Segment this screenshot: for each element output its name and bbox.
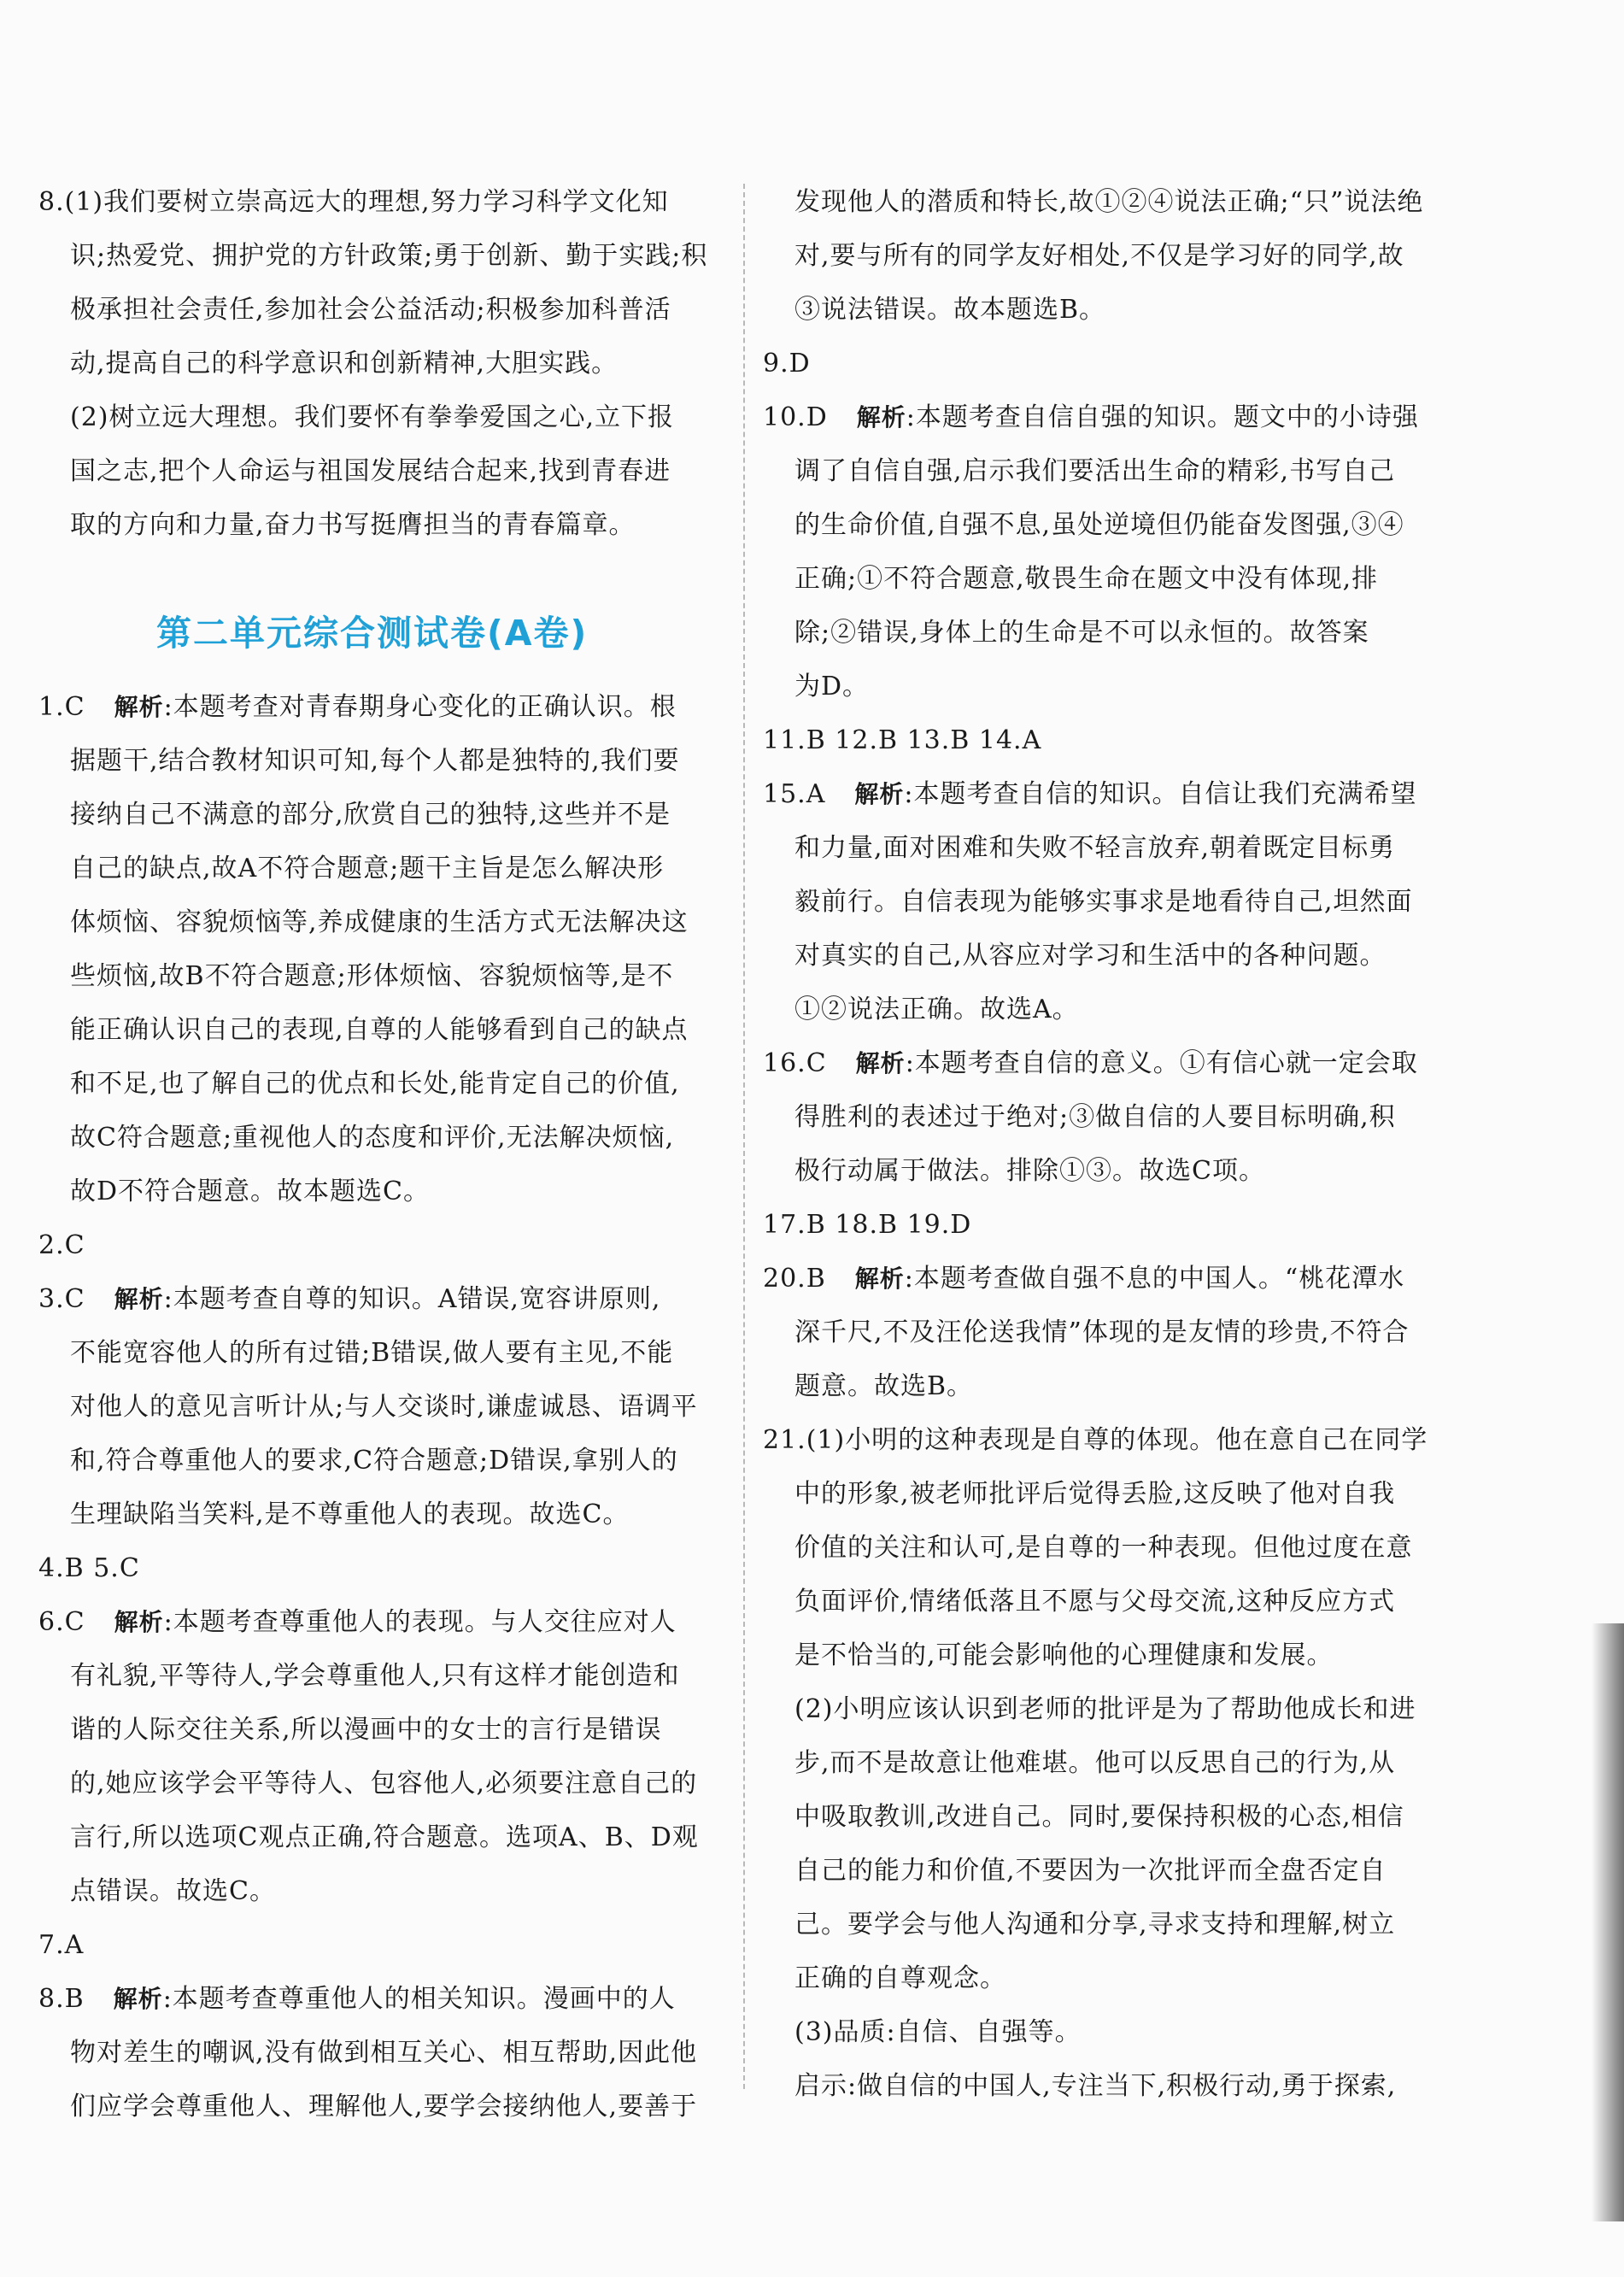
- line-text: 对他人的意见言听计从;与人交谈时,谦虚诚恳、语调平: [70, 1392, 698, 1422]
- line-text: 对,要与所有的同学友好相处,不仅是学习好的同学,故: [794, 241, 1404, 271]
- text-line: [763, 1090, 1463, 1144]
- line-text: 价值的关注和认可,是自尊的一种表现。但他过度在意: [794, 1533, 1413, 1563]
- answer-number: 15.A: [763, 779, 826, 809]
- line-text: 谐的人际交往关系,所以漫画中的女士的言行是错误: [70, 1715, 662, 1745]
- analysis-label: 解析: [856, 403, 906, 431]
- line-text: (1)小明的这种表现是自尊的体现。他在意自己在同学: [806, 1425, 1428, 1455]
- line-text: ③说法错误。故本题选B。: [794, 295, 1106, 325]
- line-text: 故D不符合题意。故本题选C。: [70, 1177, 431, 1206]
- line-text: 得胜利的表述过于绝对;③做自信的人要目标明确,积: [794, 1102, 1396, 1132]
- line-text: (3)品质:自信、自强等。: [794, 2017, 1082, 2047]
- answer-line: [38, 1595, 739, 1649]
- line-text: 据题干,结合教材知识可知,每个人都是独特的,我们要: [70, 746, 680, 776]
- answer-line: [38, 1272, 739, 1326]
- answer-number: 6.C: [38, 1607, 85, 1637]
- text-line: [763, 983, 1463, 1036]
- line-text: :本题考查对青春期身心变化的正确认识。根: [163, 692, 677, 722]
- analysis-label: 解析: [855, 1049, 906, 1077]
- text-line: [763, 1467, 1463, 1521]
- analysis-label: 解析: [114, 693, 164, 721]
- text-line: [38, 734, 739, 788]
- line-text: 中吸取教训,改进自己。同时,要保持积极的心态,相信: [794, 1802, 1404, 1832]
- line-text: 正确的自尊观念。: [794, 1963, 1006, 1993]
- line-text: 些烦恼,故B不符合题意;形体烦恼、容貌烦恼等,是不: [70, 961, 674, 991]
- text-line: [763, 1898, 1463, 1951]
- line-text: :本题考查自信的意义。①有信心就一定会取: [905, 1048, 1418, 1078]
- text-line: [38, 895, 739, 949]
- text-line: [38, 1757, 739, 1810]
- answer-line: [763, 767, 1463, 821]
- answer-line: [38, 680, 739, 734]
- text-line: 识;热爱党、拥护党的方针政策;勇于创新、勤于实践;积: [70, 241, 708, 271]
- text-line: [763, 444, 1463, 498]
- text-line: [38, 1165, 739, 1218]
- text-line: [763, 2005, 1463, 2059]
- text-line: [763, 2059, 1463, 2113]
- text-line: [763, 552, 1463, 606]
- text-line: [38, 788, 739, 842]
- text-line: 取的方向和力量,奋力书写挺膺担当的青春篇章。: [70, 510, 636, 540]
- text-line: 极承担社会责任,参加社会公益活动;积极参加科普活: [70, 295, 671, 325]
- text-line: [38, 1380, 739, 1434]
- text-line: [763, 1521, 1463, 1575]
- line-text: 深千尺,不及汪伦送我情”体现的是友情的珍贵,不符合: [794, 1317, 1410, 1347]
- answers-block: [38, 680, 739, 2133]
- line-text: 极行动属于做法。排除①③。故选C项。: [794, 1156, 1265, 1186]
- answer-number: 11.B 12.B 13.B 14.A: [763, 725, 1042, 755]
- line-text: 中的形象,被老师批评后觉得丢脸,这反映了他对自我: [794, 1479, 1396, 1509]
- line-text: 除;②错误,身体上的生命是不可以永恒的。故答案: [794, 618, 1369, 648]
- answer-number: 20.B: [763, 1264, 826, 1294]
- line-text: 和不足,也了解自己的优点和长处,能肯定自己的价值,: [70, 1069, 680, 1099]
- answer-number: 7.A: [38, 1930, 85, 1960]
- text-line: [763, 1844, 1463, 1898]
- text-line: [763, 1144, 1463, 1198]
- text-line: [763, 1951, 1463, 2005]
- text-line: [763, 660, 1463, 713]
- text-line: [763, 1575, 1463, 1629]
- answer-number: 9.D: [763, 349, 811, 379]
- answer-line: [763, 1252, 1463, 1306]
- answer-number: 1.C: [38, 692, 85, 722]
- text-line: 8.(1)我们要树立崇高远大的理想,努力学习科学文化知: [38, 187, 669, 217]
- answer-line: [763, 1036, 1463, 1090]
- line-text: :本题考查做自强不息的中国人。“桃花潭水: [904, 1264, 1405, 1294]
- line-text: 负面评价,情绪低落且不愿与父母交流,这种反应方式: [794, 1587, 1396, 1617]
- text-line: [38, 1434, 739, 1488]
- answer-line: [763, 713, 1463, 767]
- analysis-label: 解析: [854, 780, 905, 808]
- text-line: [38, 1003, 739, 1057]
- text-line: [38, 842, 739, 895]
- line-text: 和力量,面对困难和失败不轻言放弃,朝着既定目标勇: [794, 833, 1396, 863]
- line-text: 物对差生的嘲讽,没有做到相互关心、相互帮助,因此他: [70, 2038, 698, 2068]
- text-line: [38, 1810, 739, 1864]
- line-text: 点错误。故选C。: [70, 1876, 276, 1906]
- text-line: [763, 283, 1463, 337]
- line-text: 启示:做自信的中国人,专注当下,积极行动,勇于探索,: [794, 2071, 1397, 2101]
- line-text: 自己的能力和价值,不要因为一次批评而全盘否定自: [794, 1856, 1387, 1886]
- answer-number: 2.C: [38, 1230, 85, 1260]
- text-line: [38, 1057, 739, 1111]
- answer-number: 16.C: [763, 1048, 827, 1078]
- text-line: [763, 175, 1463, 229]
- line-text: 己。要学会与他人沟通和分享,寻求支持和理解,树立: [794, 1910, 1396, 1940]
- line-text: 步,而不是故意让他难堪。他可以反思自己的行为,从: [794, 1748, 1396, 1778]
- text-line: 动,提高自己的科学意识和创新精神,大胆实践。: [70, 349, 619, 379]
- text-line: [38, 2026, 739, 2080]
- left-column: [38, 175, 739, 2133]
- line-text: :本题考查自信自强的知识。题文中的小诗强: [906, 402, 1419, 432]
- text-line: [763, 1306, 1463, 1359]
- line-text: :本题考查尊重他人的相关知识。漫画中的人: [162, 1984, 676, 2014]
- answer-number: 3.C: [38, 1284, 85, 1314]
- text-line: [38, 1649, 739, 1703]
- line-text: 接纳自己不满意的部分,欣赏自己的独特,这些并不是: [70, 800, 671, 830]
- text-line: [763, 606, 1463, 660]
- line-text: 为D。: [794, 672, 870, 701]
- answer-line: [763, 1413, 1463, 1467]
- right-column: [763, 175, 1463, 2113]
- answer-number: 8.B: [38, 1984, 85, 2014]
- text-line: [38, 1488, 739, 1541]
- line-text: 发现他人的潜质和特长,故①②④说法正确;“只”说法绝: [794, 187, 1424, 217]
- text-line: 国之志,把个人命运与祖国发展结合起来,找到青春进: [70, 456, 671, 486]
- line-text: 言行,所以选项C观点正确,符合题意。选项A、B、D观: [70, 1822, 699, 1852]
- line-text: 故C符合题意;重视他人的态度和评价,无法解决烦恼,: [70, 1123, 675, 1153]
- line-text: 的生命价值,自强不息,虽处逆境但仍能奋发图强,③④: [794, 510, 1404, 540]
- text-line: [763, 1629, 1463, 1682]
- text-line: [763, 1682, 1463, 1736]
- text-line: [38, 1111, 739, 1165]
- text-line: [763, 929, 1463, 983]
- text-line: [763, 821, 1463, 875]
- text-line: [763, 1790, 1463, 1844]
- line-text: 和,符合尊重他人的要求,C符合题意;D错误,拿别人的: [70, 1446, 678, 1476]
- line-text: (2)小明应该认识到老师的批评是为了帮助他成长和进: [794, 1694, 1416, 1724]
- answer-line: [38, 1918, 739, 1972]
- text-line: [763, 875, 1463, 929]
- text-line: [38, 1703, 739, 1757]
- line-text: 正确;①不符合题意,敬畏生命在题文中没有体现,排: [794, 564, 1379, 594]
- answer-number: 4.B 5.C: [38, 1553, 140, 1583]
- line-text: 有礼貌,平等待人,学会尊重他人,只有这样才能创造和: [70, 1661, 680, 1691]
- line-text: 不能宽容他人的所有过错;B错误,做人要有主见,不能: [70, 1338, 674, 1368]
- analysis-label: 解析: [854, 1265, 905, 1293]
- line-text: 们应学会尊重他人、理解他人,要学会接纳他人,要善于: [70, 2092, 698, 2121]
- line-text: :本题考查尊重他人的表现。与人交往应对人: [163, 1607, 677, 1637]
- answer-line: [763, 390, 1463, 444]
- line-text: 对真实的自己,从容应对学习和生活中的各种问题。: [794, 941, 1387, 971]
- text-line: [38, 2080, 739, 2133]
- line-text: 的,她应该学会平等待人、包容他人,必须要注意自己的: [70, 1769, 698, 1799]
- line-text: 生理缺陷当笑料,是不尊重他人的表现。故选C。: [70, 1499, 630, 1529]
- line-text: 毅前行。自信表现为能够实事求是地看待自己,坦然面: [794, 887, 1413, 917]
- line-text: :本题考查自尊的知识。A错误,宽容讲原则,: [163, 1284, 661, 1314]
- answer-line: [38, 1972, 739, 2026]
- answer-number: 21.: [763, 1425, 806, 1455]
- answer-number: 17.B 18.B 19.D: [763, 1210, 972, 1240]
- line-text: ①②说法正确。故选A。: [794, 995, 1079, 1024]
- analysis-label: 解析: [114, 1285, 164, 1313]
- line-text: 自己的缺点,故A不符合题意;题干主旨是怎么解决形: [70, 854, 665, 883]
- answer-line: [763, 337, 1463, 390]
- answer-line: [38, 1541, 739, 1595]
- analysis-label: 解析: [113, 1985, 163, 2013]
- line-text: 调了自信自强,启示我们要活出生命的精彩,书写自己: [794, 456, 1396, 486]
- text-line: [38, 1326, 739, 1380]
- text-line: [763, 1359, 1463, 1413]
- line-text: 是不恰当的,可能会影响他的心理健康和发展。: [794, 1640, 1334, 1670]
- answer-8-block: [38, 175, 739, 552]
- line-text: :本题考查自信的知识。自信让我们充满希望: [904, 779, 1417, 809]
- text-line: [763, 498, 1463, 552]
- column-divider: [743, 184, 745, 2089]
- line-text: 能正确认识自己的表现,自尊的人能够看到自己的缺点: [70, 1015, 689, 1045]
- line-text: 体烦恼、容貌烦恼等,养成健康的生活方式无法解决这: [70, 907, 689, 937]
- analysis-label: 解析: [114, 1608, 164, 1636]
- text-line: (2)树立远大理想。我们要怀有拳拳爱国之心,立下报: [70, 402, 675, 432]
- text-line: [38, 949, 739, 1003]
- answer-line: [38, 1218, 739, 1272]
- text-line: [763, 1736, 1463, 1790]
- page-edge-shadow: [1592, 1623, 1624, 2221]
- text-line: [38, 1864, 739, 1918]
- line-text: 题意。故选B。: [794, 1371, 974, 1401]
- text-line: [763, 229, 1463, 283]
- answer-number: 10.D: [763, 402, 828, 432]
- answer-line: [763, 1198, 1463, 1252]
- section-title: 第二单元综合测试卷(A卷): [156, 613, 589, 654]
